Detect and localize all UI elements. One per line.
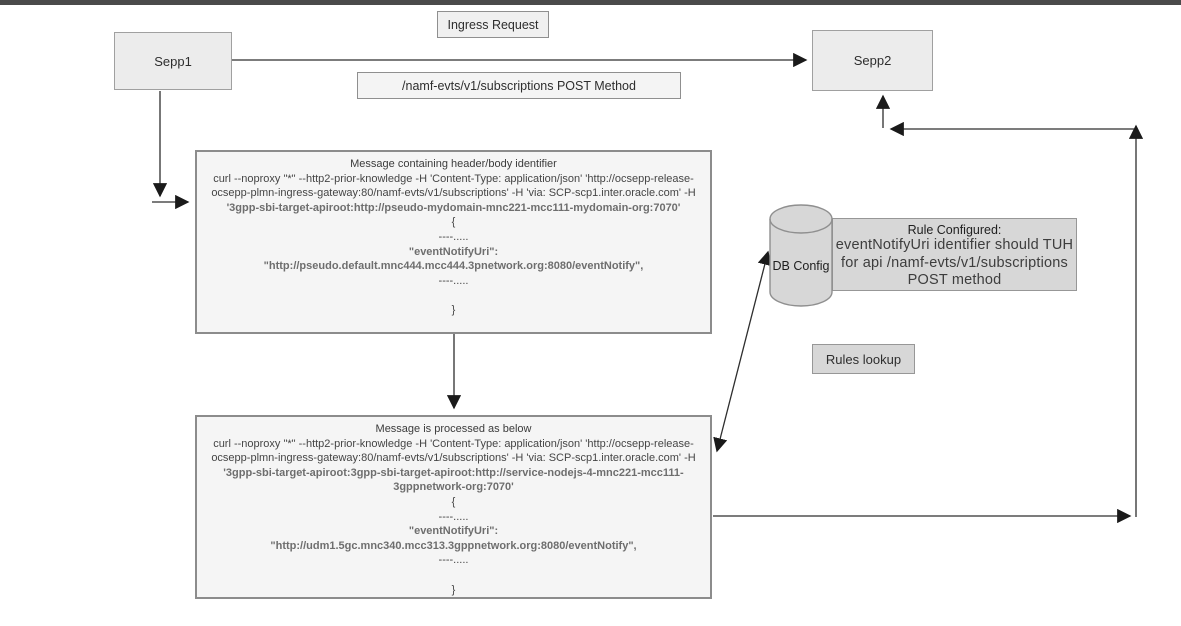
message-box-2 <box>195 415 712 599</box>
rule-line-3: POST method <box>907 272 1002 288</box>
json-open-brace: { <box>451 495 456 508</box>
curl-target-apiroot-header: '3gpp-sbi-target-apiroot:3gpp-sbi-target-apiroot:http://service-nodejs-4-mnc221-mcc111-3gppnetwork-org:7070' <box>223 466 684 494</box>
database-cylinder-icon <box>769 204 833 307</box>
curl-command-text: curl --noproxy "*" --http2-prior-knowledge -H 'Content-Type: application/json' 'http://ocsepp-release-ocsepp-plmn-ingress-gateway:80/namf-evts/v1/subscriptions' -H 'via: SCP-scp1.inter.oracle.com' -H <box>211 437 696 465</box>
rules-lookup-label: Rules lookup <box>825 351 902 367</box>
rules-lookup-box <box>812 344 915 374</box>
sepp1-node <box>114 32 232 90</box>
event-notify-uri-value: "http://udm1.5gc.mnc340.mcc313.3gppnetwork.org:8080/eventNotify", <box>270 539 637 552</box>
rule-configured-box <box>832 218 1077 291</box>
json-open-brace: { <box>451 216 456 229</box>
message-box-1-title: Message containing header/body identifier <box>350 158 557 170</box>
event-notify-uri-value: "http://pseudo.default.mnc444.mcc444.3pnetwork.org:8080/eventNotify", <box>263 260 644 273</box>
rule-line-2: for api /namf-evts/v1/subscriptions <box>840 254 1068 271</box>
curl-command-text: curl --noproxy "*" --http2-prior-knowledge -H 'Content-Type: application/json' 'http://ocsepp-release-ocsepp-plmn-ingress-gateway:80/namf-evts/v1/subscriptions' -H 'via: SCP-scp1.inter.oracle.com' -H <box>211 172 696 200</box>
sepp2-label: Sepp2 <box>853 53 892 68</box>
curl-target-apiroot-header: '3gpp-sbi-target-apiroot:http://pseudo-mydomain-mnc221-mcc111-mydomain-org:7070' <box>226 201 681 214</box>
json-ellipsis: ----..... <box>438 554 469 567</box>
arrow-box2-db-lookup <box>717 252 768 451</box>
api-method-label-box <box>357 72 681 99</box>
event-notify-uri-key: "eventNotifyUri": <box>408 245 499 258</box>
message-box-2-title: Message is processed as below <box>375 423 532 435</box>
message-box-2-curl <box>197 437 710 495</box>
json-ellipsis: ----..... <box>438 510 469 523</box>
api-method-label: /namf-evts/v1/subscriptions POST Method <box>402 78 636 93</box>
ingress-request-label-box <box>437 11 549 38</box>
blank-line <box>197 568 710 583</box>
json-ellipsis: ----..... <box>438 230 469 243</box>
json-close-brace: } <box>451 583 456 596</box>
db-config-label: DB Config <box>772 259 830 273</box>
top-border-bar <box>0 0 1181 5</box>
json-close-brace: } <box>451 303 456 316</box>
db-config-cylinder <box>769 204 833 307</box>
event-notify-uri-key: "eventNotifyUri": <box>408 525 499 538</box>
blank-line <box>197 288 710 303</box>
rule-line-1: eventNotifyUri identifier should TUH <box>835 237 1074 253</box>
rule-configured-title: Rule Configured: <box>907 223 1002 237</box>
message-box-1-curl <box>197 172 710 216</box>
ingress-request-label: Ingress Request <box>447 17 539 32</box>
message-box-1 <box>195 150 712 334</box>
json-ellipsis: ----..... <box>438 274 469 287</box>
sepp2-node <box>812 30 933 91</box>
sepp1-label: Sepp1 <box>154 53 192 69</box>
